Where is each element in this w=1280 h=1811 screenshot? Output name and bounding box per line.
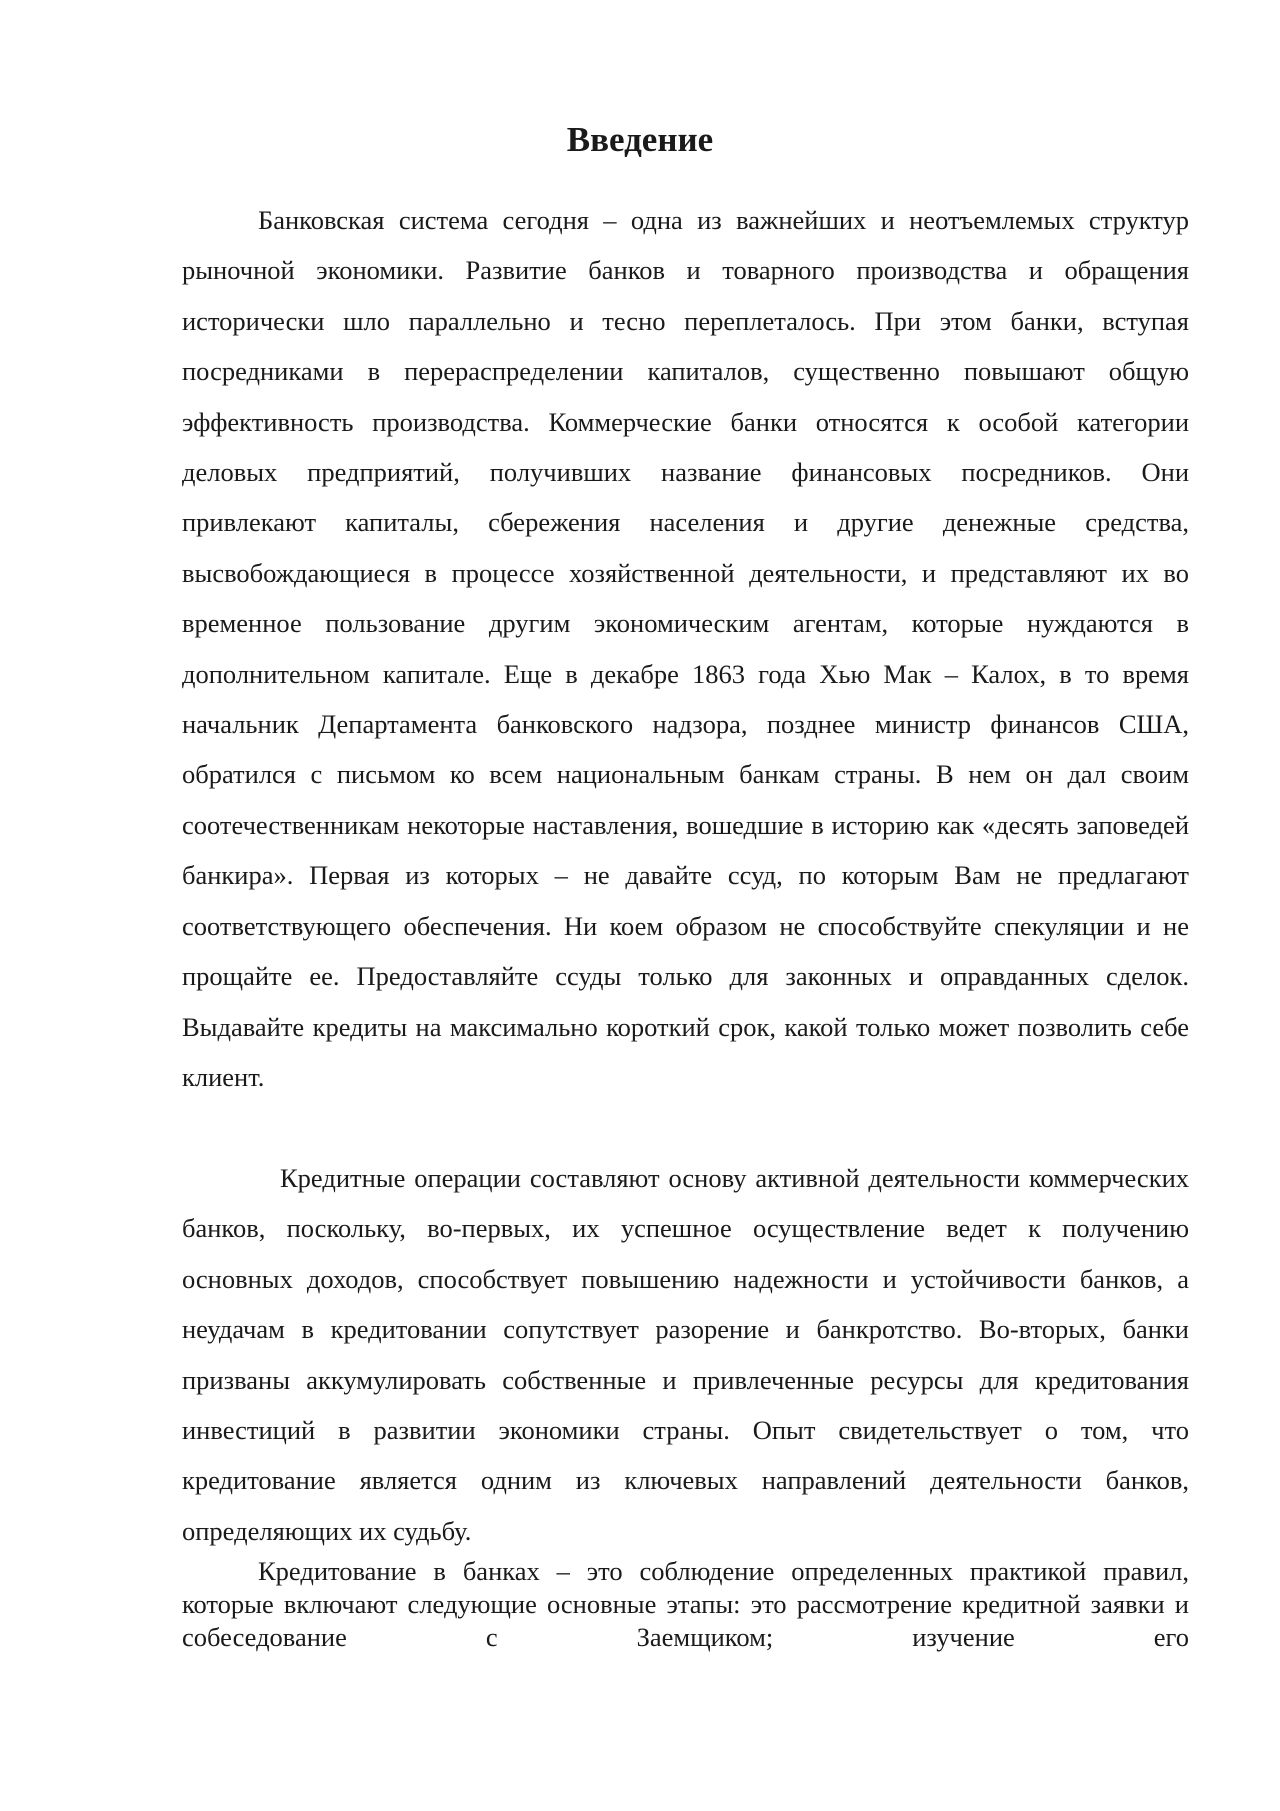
page-title: Введение [566, 120, 714, 159]
paragraph-banking-system: Банковская система сегодня – одна из важнейших и неотъемлемых структур рыночной экономики. Развитие банков и товарного производства и обращения исторически шло параллельно и тесно переплеталось. При этом банки, вступая посредниками в перераспределении капиталов, существенно повышают общую эффективность производства. Коммерческие банки относятся к особой категории деловых предприятий, получивших название финансовых посредников. Они привлекают капиталы, сбережения населения и другие денежные средства, высвобождающиеся в процессе хозяйственной деятельности, и представляют их во временное пользование другим экономическим агентам, которые нуждаются в дополнительном капитале. Еще в декабре 1863 года Хью Мак – Калох, в то время начальник Департамента банковского надзора, позднее министр финансов США, обратился с письмом ко всем национальным банкам страны. В нем он дал своим соотечественникам некоторые наставления, вошедшие в историю как «десять заповедей банкира». Первая из которых – не давайте ссуд, по которым Вам не предлагают соответствующего обеспечения. Ни коем образом не способствуйте спекуляции и не прощайте ее. Предоставляйте ссуды только для законных и оправданных сделок. Выдавайте кредиты на максимально короткий срок, какой только может позволить себе клиент. [182, 205, 1189, 1092]
paragraph-crediting-stages: Кредитование в банках – это соблюдение определенных практикой правил, которые включают следующие основные этапы: это рассмотрение кредитной заявки и собеседование с Заемщиком; изучение его [182, 1556, 1189, 1652]
paragraph-credit-operations: Кредитные операции составляют основу активной деятельности коммерческих банков, поскольку, во-первых, их успешное осуществление ведет к получению основных доходов, способствует повышению надежности и устойчивости банков, а неудачам в кредитовании сопутствует разорение и банкротство. Во-вторых, банки призваны аккумулировать собственные и привлеченные ресурсы для кредитования инвестиций в развитии экономики страны. Опыт свидетельствует о том, что кредитование является одним из ключевых направлений деятельности банков, определяющих их судьбу. [182, 1163, 1189, 1546]
